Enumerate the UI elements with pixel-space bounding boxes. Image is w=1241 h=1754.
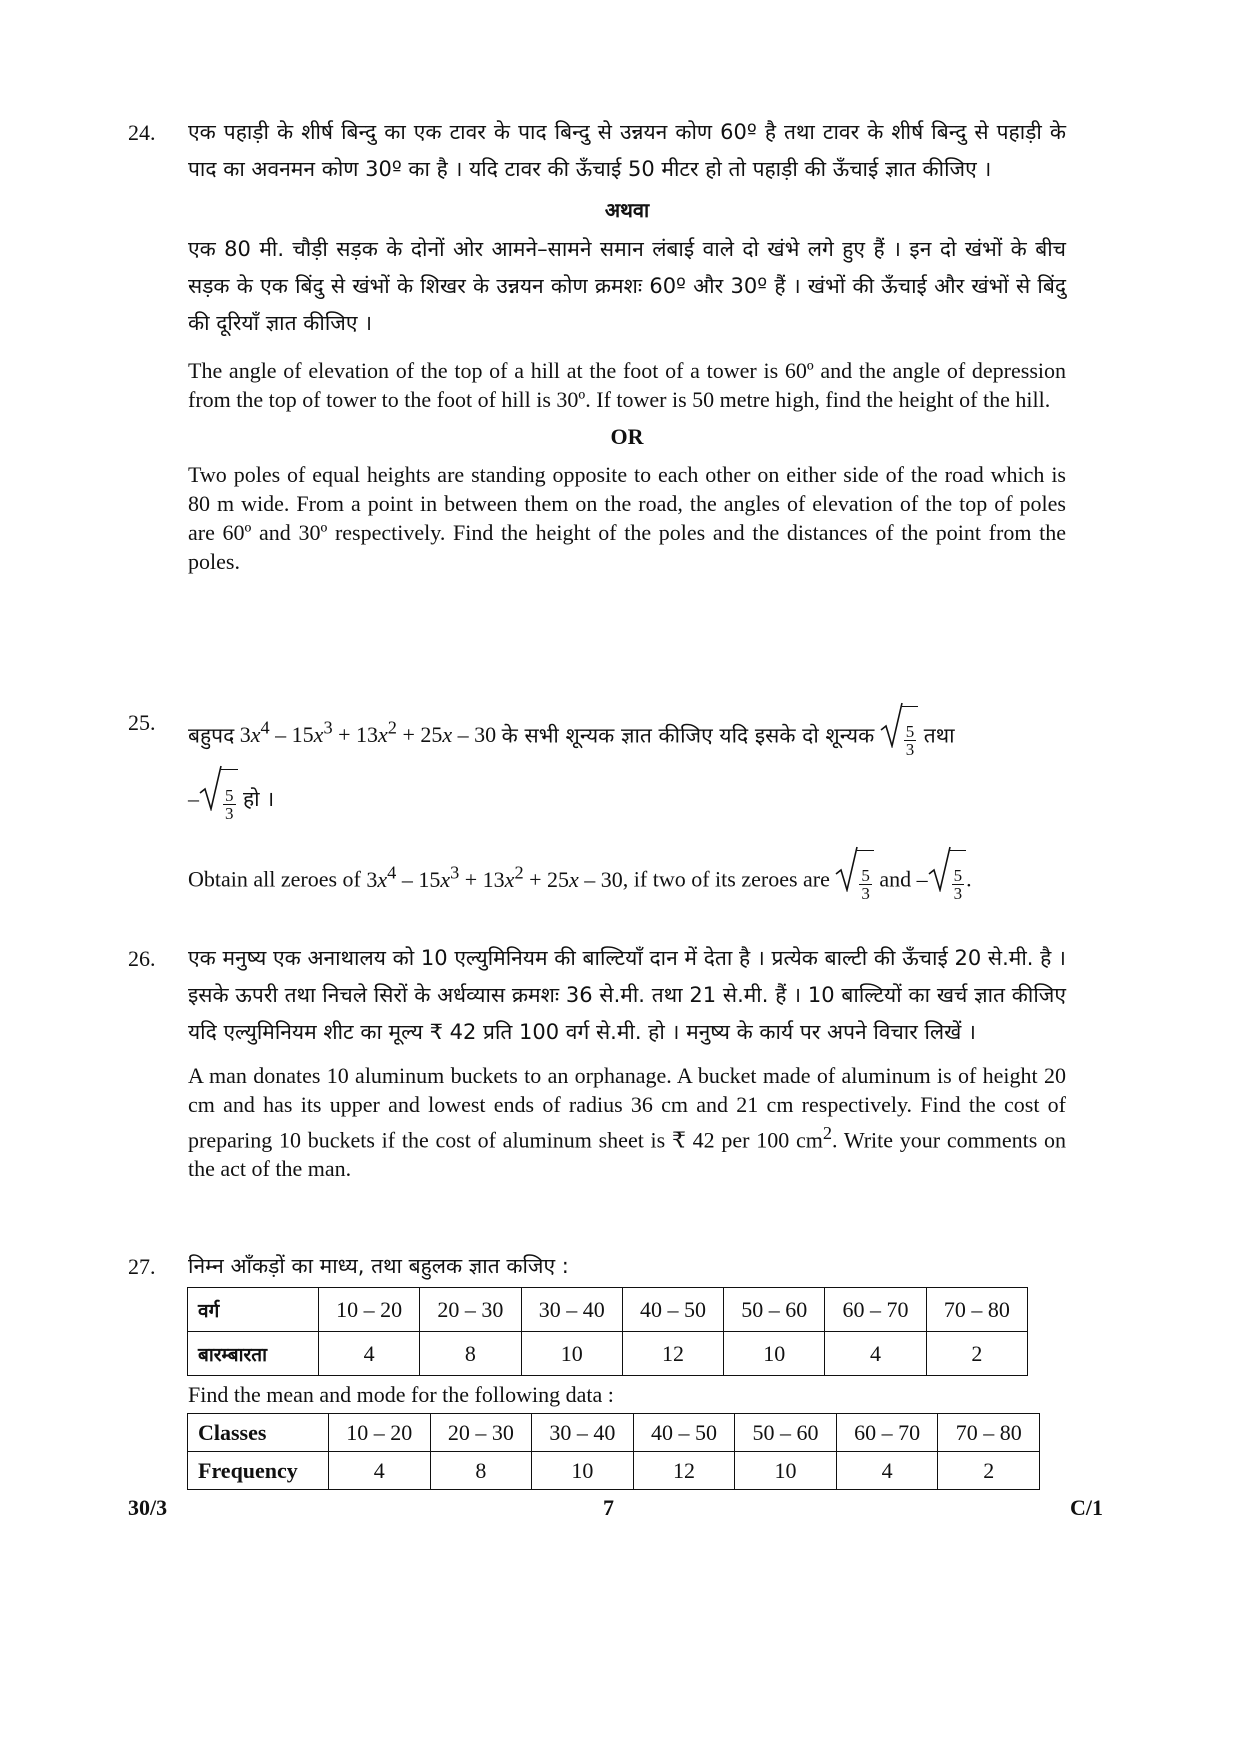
question-number: 27. bbox=[128, 1254, 156, 1279]
table-row bbox=[188, 1452, 1040, 1490]
table-cell: 70 – 80 bbox=[938, 1414, 1040, 1452]
row-label: बारम्बारता bbox=[188, 1332, 319, 1376]
page-number: 7 bbox=[603, 1495, 614, 1520]
or-separator-english: OR bbox=[610, 424, 644, 449]
data-table-english bbox=[187, 1413, 1040, 1490]
sqrt-five-thirds: $\frac{5}{3}$ bbox=[199, 769, 238, 832]
table-cell: 10 bbox=[735, 1452, 837, 1490]
table-cell: 4 bbox=[319, 1332, 420, 1376]
sqrt-five-thirds: $\frac{5}{3}$ bbox=[880, 706, 919, 769]
question-text-hindi: निम्न आँकड़ों का माध्य, तथा बहुलक ज्ञात कजिए : bbox=[188, 1254, 569, 1278]
table-cell: 10 bbox=[532, 1452, 634, 1490]
table-cell: 40 – 50 bbox=[633, 1414, 735, 1452]
question-number: 24. bbox=[128, 120, 156, 145]
table-row bbox=[188, 1332, 1028, 1376]
table-cell: 30 – 40 bbox=[521, 1288, 622, 1332]
footer-code: 30/3 bbox=[128, 1495, 168, 1520]
sqrt-five-thirds: $\frac{5}{3}$ bbox=[928, 850, 967, 913]
question-text-hindi-cont: – $\frac{5}{3}$ हो । bbox=[188, 769, 1066, 832]
question-text-english: The angle of elevation of the top of a hill at the foot of a tower is 60º and the angle of depression from the top of tower to the foot of hill is 30º. If tower is 50 metre high, find the height of the hill. bbox=[188, 358, 1066, 412]
table-cell: 50 – 60 bbox=[735, 1414, 837, 1452]
table-cell: 8 bbox=[420, 1332, 521, 1376]
table-cell: 20 – 30 bbox=[420, 1288, 521, 1332]
table-cell: 4 bbox=[836, 1452, 938, 1490]
table-cell: 8 bbox=[430, 1452, 532, 1490]
table-cell: 70 – 80 bbox=[926, 1288, 1027, 1332]
data-table-hindi bbox=[187, 1287, 1028, 1376]
table-row bbox=[188, 1414, 1040, 1452]
table-row bbox=[188, 1288, 1028, 1332]
table-cell: 4 bbox=[329, 1452, 431, 1490]
or-separator-hindi: अथवा bbox=[604, 198, 650, 222]
question-text-hindi: एक मनुष्य एक अनाथालय को 10 एल्युमिनियम की बाल्टियाँ दान में देता है । प्रत्येक बाल्टी की ऊँचाई 20 से.मी. है । इसके ऊपरी तथा निचले सिरों के अर्धव्यास क्रमशः 36 से.मी. तथा 21 से.मी. हैं । 10 बाल्टियों का खर्च ज्ञात कीजिए यदि एल्युमिनियम शीट का मूल्य ₹ 42 प्रति 100 वर्ग से.मी. हो । मनुष्य के कार्य पर अपने विचार लिखें । bbox=[188, 946, 1066, 1044]
question-text-hindi: बहुपद $3x^4 - 15x^3 + 13x^2 + 25x - 30$ के सभी शून्यक ज्ञात कीजिए यदि इसके दो शून्यक $\frac{5}{3}$ तथा bbox=[188, 698, 1066, 769]
table-cell: 4 bbox=[825, 1332, 926, 1376]
table-cell: 12 bbox=[622, 1332, 723, 1376]
question-number: 25. bbox=[128, 710, 156, 735]
question-text-english: Find the mean and mode for the following data : bbox=[188, 1382, 614, 1407]
question-text-hindi: एक पहाड़ी के शीर्ष बिन्दु का एक टावर के पाद बिन्दु से उन्नयन कोण 60º है तथा टावर के शीर्ष बिन्दु से पहाड़ी के पाद का अवनमन कोण 30º का है । यदि टावर की ऊँचाई 50 मीटर हो तो पहाड़ी की ऊँचाई ज्ञात कीजिए । bbox=[188, 120, 1066, 181]
footer-set: C/1 bbox=[1070, 1495, 1103, 1520]
polynomial: $3x^4 - 15x^3 + 13x^2 + 25x - 30$ bbox=[239, 718, 497, 748]
row-label: Classes bbox=[188, 1414, 329, 1452]
table-cell: 40 – 50 bbox=[622, 1288, 723, 1332]
question-text-english: Obtain all zeroes of $3x^4 - 15x^3 + 13x^2 + 25x - 30$, if two of its zeroes are $\frac{5}{3}$ and – $\frac{5}{3}$ . bbox=[188, 842, 1066, 913]
table-cell: 10 bbox=[724, 1332, 825, 1376]
row-label: वर्ग bbox=[188, 1288, 319, 1332]
question-number: 26. bbox=[128, 946, 156, 971]
alternative-text-hindi: एक 80 मी. चौड़ी सड़क के दोनों ओर आमने–सामने समान लंबाई वाले दो खंभे लगे हुए हैं । इन दो खंभों के बीच सड़क के एक बिंदु से खंभों के शिखर के उन्नयन कोण क्रमशः 60º और 30º हैं । खंभों की ऊँचाई और खंभों से बिंदु की दूरियाँ ज्ञात कीजिए । bbox=[188, 237, 1066, 335]
alternative-text-english: Two poles of equal heights are standing opposite to each other on either side of the road which is 80 m wide. From a point in between them on the road, the angles of elevation of the top of poles are 60º and 30º respectively. Find the height of the poles and the distances of the point from the poles. bbox=[188, 462, 1066, 574]
table-cell: 30 – 40 bbox=[532, 1414, 634, 1452]
table-cell: 12 bbox=[633, 1452, 735, 1490]
table-cell: 10 bbox=[521, 1332, 622, 1376]
table-cell: 60 – 70 bbox=[836, 1414, 938, 1452]
table-cell: 50 – 60 bbox=[724, 1288, 825, 1332]
table-cell: 20 – 30 bbox=[430, 1414, 532, 1452]
table-cell: 60 – 70 bbox=[825, 1288, 926, 1332]
table-cell: 10 – 20 bbox=[329, 1414, 431, 1452]
table-cell: 2 bbox=[938, 1452, 1040, 1490]
sqrt-five-thirds: $\frac{5}{3}$ bbox=[835, 850, 874, 913]
row-label: Frequency bbox=[188, 1452, 329, 1490]
table-cell: 2 bbox=[926, 1332, 1027, 1376]
polynomial: $3x^4 - 15x^3 + 13x^2 + 25x - 30$ bbox=[366, 862, 623, 892]
question-text-english: A man donates 10 aluminum buckets to an orphanage. A bucket made of aluminum is of height 20 cm and has its upper and lowest ends of radius 36 cm and 21 cm respectively. Find the cost of preparing 10 buckets if the cost of aluminum sheet is ₹ 42 per 100 $cm^2$. Write your comments on the act of the man. bbox=[188, 1063, 1066, 1182]
table-cell: 10 – 20 bbox=[319, 1288, 420, 1332]
